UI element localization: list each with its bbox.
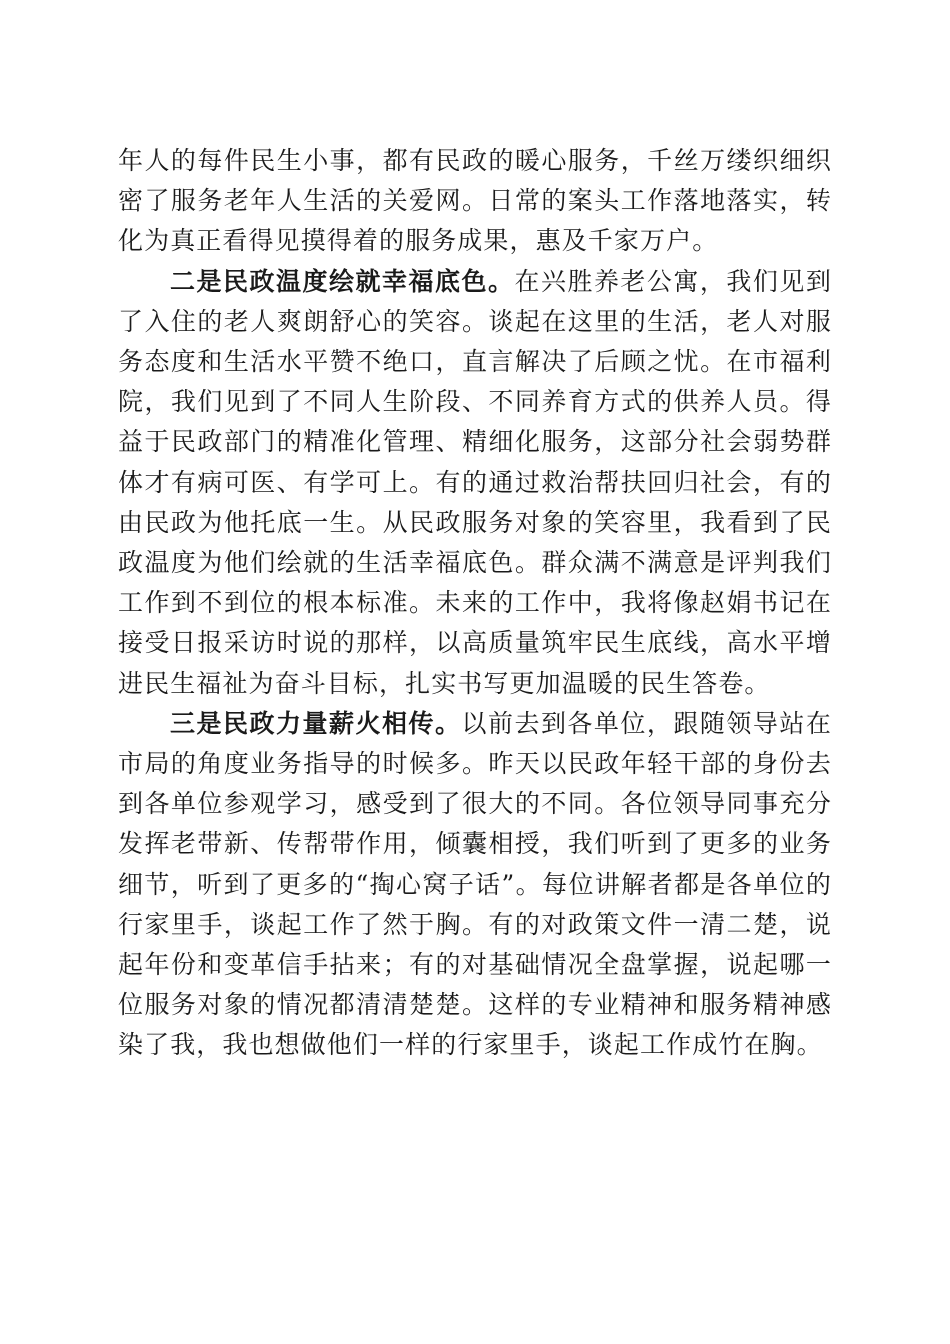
paragraph-3-text: 以前去到各单位，跟随领导站在市局的角度业务指导的时候多。昨天以民政年轻干部的身份去到各单位参观学习，感受到了很大的不同。各位领导同事充分发挥老带新、传帮带作用，倾囊相授，我们听到了更多的业务细节，听到了更多的“掏心窝子话”。每位讲解者都是各单位的行家里手，谈起工作了然于胸。有的对政策文件一清二楚，说起年份和变革信手拈来；有的对基础情况全盘掌握，说起哪一位服务对象的情况都清清楚楚。这样的专业精神和服务精神感染了我，我也想做他们一样的行家里手，谈起工作成竹在胸。 — [118, 708, 832, 1060]
paragraph-1-text: 年人的每件民生小事，都有民政的暖心服务，千丝万缕织细织密了服务老年人生活的关爱网。日常的案头工作落地落实，转化为真正看得见摸得着的服务成果，惠及千家万户。 — [118, 146, 832, 256]
paragraph-2-text: 在兴胜养老公寓，我们见到了入住的老人爽朗舒心的笑容。谈起在这里的生活，老人对服务态度和生活水平赞不绝口，直言解决了后顾之忧。在市福利院，我们见到了不同人生阶段、不同养育方式的供养人员。得益于民政部门的精准化管理、精细化服务，这部分社会弱势群体才有病可医、有学可上。有的通过救治帮扶回归社会，有的由民政为他托底一生。从民政服务对象的笑容里，我看到了民政温度为他们绘就的生活幸福底色。群众满不满意是评判我们工作到不到位的根本标准。未来的工作中，我将像赵娟书记在接受日报采访时说的那样，以高质量筑牢民生底线，高水平增进民生福祉为奋斗目标，扎实书写更加温暖的民生答卷。 — [118, 266, 833, 698]
paragraph-1 — [118, 141, 832, 262]
document-body — [118, 141, 832, 1066]
paragraph-3-lead: 三是民政力量薪火相传。 — [170, 708, 462, 738]
paragraph-2 — [118, 262, 832, 704]
paragraph-3 — [118, 704, 832, 1066]
paragraph-2-lead: 二是民政温度绘就幸福底色。 — [170, 266, 515, 296]
